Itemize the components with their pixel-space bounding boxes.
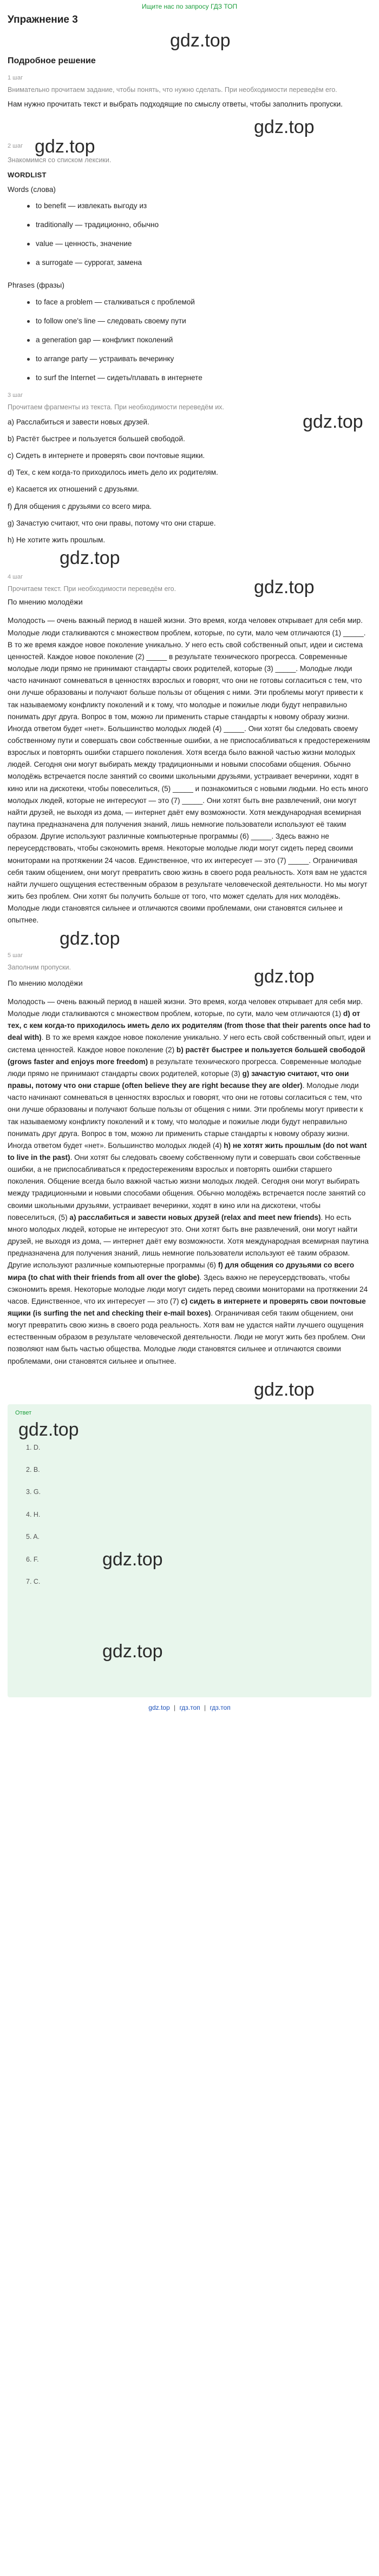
step-1-label: 1 шаг	[8, 74, 23, 81]
text-segment: . В то же время каждое новое поколение уникально. У него есть свой собственный опыт, идеи и система ценностей. Каждое новое поколение (2)	[8, 1033, 371, 1054]
watermark-row	[8, 114, 371, 138]
list-item: а) Расслабиться и завести новых друзей.	[8, 417, 149, 426]
list-item: 6. F.	[26, 1555, 39, 1563]
watermark: gdz.top	[254, 576, 315, 597]
step-4	[8, 573, 371, 927]
footer-link[interactable]: gdz.top	[148, 1703, 170, 1711]
step-3-label: 3 шаг	[8, 392, 23, 399]
top-banner-text[interactable]: Ищите нас по запросу ГДЗ ТОП	[141, 3, 238, 10]
watermark: gdz.top	[102, 1549, 163, 1570]
text-heading: По мнению молодёжи	[8, 979, 83, 987]
step-4-hint: Прочитаем текст. При необходимости переведём его.	[8, 585, 177, 593]
watermark: gdz.top	[18, 1419, 79, 1440]
watermark: gdz.top	[254, 117, 315, 138]
step-4-label: 4 шаг	[8, 573, 23, 580]
text-segment: . Молодые люди часто начинают сомневаться в ценностях взрослых и говорят, что они не готовы согласиться с тем, что они лучше образованы и получают больше пользы от общения с ними. Эти проблемы могут привести к так называемому конфликту поколений и к тому, что молодые и пожилые люди будут неправильно понимать друг друга. Вопрос в том, можно ли применить старые стандарты к новому образу жизни. Иногда ответом будет «нет». Большинство молодых людей (4)	[8, 1081, 363, 1150]
watermark: gdz.top	[254, 966, 315, 987]
answer-box	[8, 1404, 371, 1697]
top-banner[interactable]	[0, 0, 379, 11]
filled-answer: f) для общения со друзьями со всего мира (to chat with their friends from all over the globe)	[8, 1261, 355, 1282]
list-item: to face a problem — сталкиваться с проблемой	[8, 296, 371, 308]
list-item: a surrogate — суррогат, замена	[8, 257, 371, 269]
filled-answer: d) от тех, с кем когда-то приходилось иметь дело их родителям (from those that their parents once had to deal with)	[8, 1010, 370, 1042]
watermark: gdz.top	[254, 1379, 315, 1400]
words-heading: Words (слова)	[8, 185, 56, 194]
list-item: b) Растёт быстрее и пользуется большей свободой.	[8, 434, 185, 443]
watermark: gdz.top	[60, 547, 120, 568]
watermark-row	[8, 30, 371, 52]
filled-text	[8, 996, 371, 1367]
list-item: to surf the Internet — сидеть/плавать в интернете	[8, 372, 371, 384]
watermark-row	[8, 547, 371, 569]
watermark: gdz.top	[60, 928, 120, 950]
exercise-title: Упражнение 3	[8, 14, 78, 25]
filled-answer: c) сидеть в интернете и проверять свои почтовые ящики (is surfing the net and checking their e-mail boxes)	[8, 1297, 366, 1317]
watermark: gdz.top	[303, 411, 363, 433]
footer-link[interactable]: гдз.топ	[210, 1703, 231, 1711]
watermark: gdz.top	[35, 136, 95, 157]
step-3-hint: Прочитаем фрагменты из текста. При необходимости переведём их.	[8, 403, 224, 411]
text-segment: . Они хотят бы следовать своему собственному пути и совершать свои собственные ошибки, а не приспосабливаться к предостережениям взрослых и повторять ошибки старшего поколения. Общение всегда было важной частью жизни молодых людей. Сегодня они могут выбирать между традиционными и новыми способами общения. Обычно молодёжь встречается после занятий со своими школьными друзьями, устраивает вечеринки, ходят в кино или на дискотеки, чтобы повеселиться, (5)	[8, 1153, 366, 1221]
list-item: traditionally — традиционно, обычно	[8, 219, 371, 231]
list-item: to arrange party — устраивать вечеринку	[8, 353, 371, 365]
footer-separator: |	[204, 1703, 206, 1711]
filled-answer: h) не хотят жить прошлым (do not want to live in the past)	[8, 1141, 367, 1161]
watermark: gdz.top	[170, 30, 231, 51]
watermark: gdz.top	[102, 1641, 163, 1662]
list-item: value — ценность, значение	[8, 238, 371, 250]
footer-link[interactable]: гдз.топ	[179, 1703, 200, 1711]
answer-list	[15, 1442, 364, 1588]
step-1-text: Нам нужно прочитать текст и выбрать подходящие по смыслу ответы, чтобы заполнить пропуски.	[8, 100, 343, 109]
wordlist-title: WORDLIST	[8, 170, 47, 179]
list-item: a generation gap — конфликт поколений	[8, 334, 371, 346]
section-subtitle: Подробное решение	[8, 56, 96, 65]
step-5-hint: Заполним пропуски.	[8, 964, 71, 972]
step-2-label: 2 шаг	[8, 143, 23, 150]
filled-answer: a) расслабиться и завести новых друзей (relax and meet new friends)	[69, 1213, 321, 1221]
list-item: 5. A.	[26, 1533, 40, 1541]
list-item: 1. D.	[26, 1443, 41, 1451]
step-1-hint: Внимательно прочитаем задание, чтобы понять, что нужно сделать. При необходимости переведём его.	[8, 85, 337, 94]
list-item: 2. B.	[26, 1466, 40, 1474]
text-heading: По мнению молодёжи	[8, 598, 83, 607]
answer-label: Ответ	[15, 1409, 32, 1416]
list-item: to benefit — извлекать выгоду из	[8, 200, 371, 212]
filled-answer: b) растёт быстрее и пользуется большей свободой (grows faster and enjoys more freedom)	[8, 1045, 365, 1066]
footer-separator: |	[174, 1703, 176, 1711]
text-segment: . Здесь важно не переусердствовать, чтобы сэкономить время. Некоторые молодые люди могут сидеть перед своими мониторами на протяжении 24 часов. Единственное, что их интересует — это (7)	[8, 1273, 368, 1305]
step-1	[8, 74, 371, 110]
reading-text	[8, 615, 371, 926]
list-item: f) Для общения с друзьями со всего мира.	[8, 502, 152, 510]
text-segment: . Ограничивая себя таким общением, они могут превратить свою жизнь в своего рода реальность. Хотя вам не удастся найти лучшего ощущения естественным образом в результате человеческой деятельности. Люди не могут жить без проблем. Они позволяют нам быть частью общества. Молодые люди становятся сильнее и отличаются своими проблемами, они становятся сильнее и опытнее.	[8, 1309, 365, 1365]
list-item: 3. G.	[26, 1488, 41, 1496]
reading-text-body: Молодость — очень важный период в нашей жизни. Это время, когда человек открывает для себя мир. Молодые люди сталкиваются с множеством проблем, которые, по сути, мало чем отличаются (1) _____. В то же время каждое новое поколение уникально. У него есть свой собственный опыт, идеи и система ценностей. Каждое новое поколение (2) _____ в результате технического прогресса. Современные молодые люди прямо не принимают стандарты своих родителей, которые (3) _____. Молодые люди часто начинают сомневаться в ценностях взрослых и говорят, что они не готовы согласиться с тем, что они лучше образованы и получают больше пользы от общения с ними. Эти проблемы могут привести к так называемому конфликту поколений и к тому, что молодые и пожилые люди будут неправильно понимать друг друга. Вопрос в том, можно ли применить старые стандарты к новому образу жизни. Иногда ответом будет «нет». Большинство молодых людей (4) _____. Они хотят бы следовать своему собственному пути и совершать свои собственные ошибки, а не приспосабливаться к предостережениям взрослых и повторять ошибки старшего поколения. Хотя всегда было важной частью жизни молодых людей. Сегодня они могут выбирать между традиционными и новыми способами общения. Обычно молодёжь встречается после занятий со своими школьными друзьями, устраивает вечеринки, ходят в кино или на дискотеки, чтобы повеселиться, (5) _____ и познакомиться с новыми людьми. Но есть много молодых людей, которые не интересуют — это (7) _____. Они хотят быть вне развлечений, они могут найти друзей, не выходя из дома, — интернет даёт ему возможности. Хотя международная всемирная паутина предназначена для получения знаний, лишь немногие пользователи используют её таким образом. Другие используют различные компьютерные программы (6) _____. Здесь важно не переусердствовать, чтобы сэкономить время. Некоторые молодые люди могут сидеть перед своими мониторами на протяжении 24 часов. Единственное, что их интересует — это (7) _____. Ограничивая себя таким общением, они могут превратить свою жизнь в своего рода реальность. Хотя вам не удастся найти лучшего ощущения естественным образом в результате человеческой деятельности. Но мы могут жить без проблем. Они хотят бы получить больше от того, что может сделать для них молодёжь. Молодые люди становятся сильнее и отличаются своими проблемами, они становятся сильнее и опытнее.	[8, 616, 370, 925]
list-item: c) Сидеть в интернете и проверять свои почтовые ящики.	[8, 452, 205, 460]
page-content	[0, 14, 379, 1713]
list-item: to follow one's line — следовать своему пути	[8, 315, 371, 327]
list-item: 7. C.	[26, 1577, 41, 1585]
footer	[8, 1703, 371, 1714]
list-item: h) Не хотите жить прошлым.	[8, 535, 106, 544]
phrases-heading: Phrases (фразы)	[8, 281, 64, 290]
list-item: g) Зачастую считают, что они правы, потому что они старше.	[8, 519, 216, 527]
text-segment: Молодость — очень важный период в нашей жизни. Это время, когда человек открывает для себя мир. Молодые люди сталкиваются с множеством проблем, которые, по сути, мало чем отличаются (1)	[8, 997, 363, 1018]
phrases-list	[8, 296, 371, 384]
filled-text-body	[8, 996, 371, 1367]
step-5	[8, 951, 371, 1367]
text-segment: в результате технического прогресса. Современные молодые люди прямо не принимают стандарты своих родителей, которые (3)	[8, 1057, 362, 1078]
step-3	[8, 391, 371, 546]
options-list	[8, 416, 371, 546]
text-segment: . Но есть много молодых людей, которые не интересуют это. Они хотят быть вне развлечений, они могут найти друзей, не выходя из дома, — интернет даёт ему возможности. Хотя международная всемирная паутина предназначена для получения знаний, лишь немногие пользователи используют её таким образом. Другие используют различные компьютерные программы (6)	[8, 1213, 369, 1270]
step-2-hint: Знакомимся со списком лексики.	[8, 156, 112, 164]
list-item: 4. H.	[26, 1510, 41, 1518]
step-2	[8, 136, 371, 384]
step-5-label: 5 шаг	[8, 952, 23, 959]
list-item: d) Тех, с кем когда-то приходилось иметь дело их родителям.	[8, 468, 218, 477]
words-list	[8, 200, 371, 269]
watermark-row	[8, 1367, 371, 1400]
watermark-row	[8, 926, 371, 948]
list-item: e) Касается их отношений с друзьями.	[8, 485, 139, 494]
filled-answer: g) зачастую считают, что они правы, потому что они старше (often believe they are right because they are older)	[8, 1069, 349, 1090]
